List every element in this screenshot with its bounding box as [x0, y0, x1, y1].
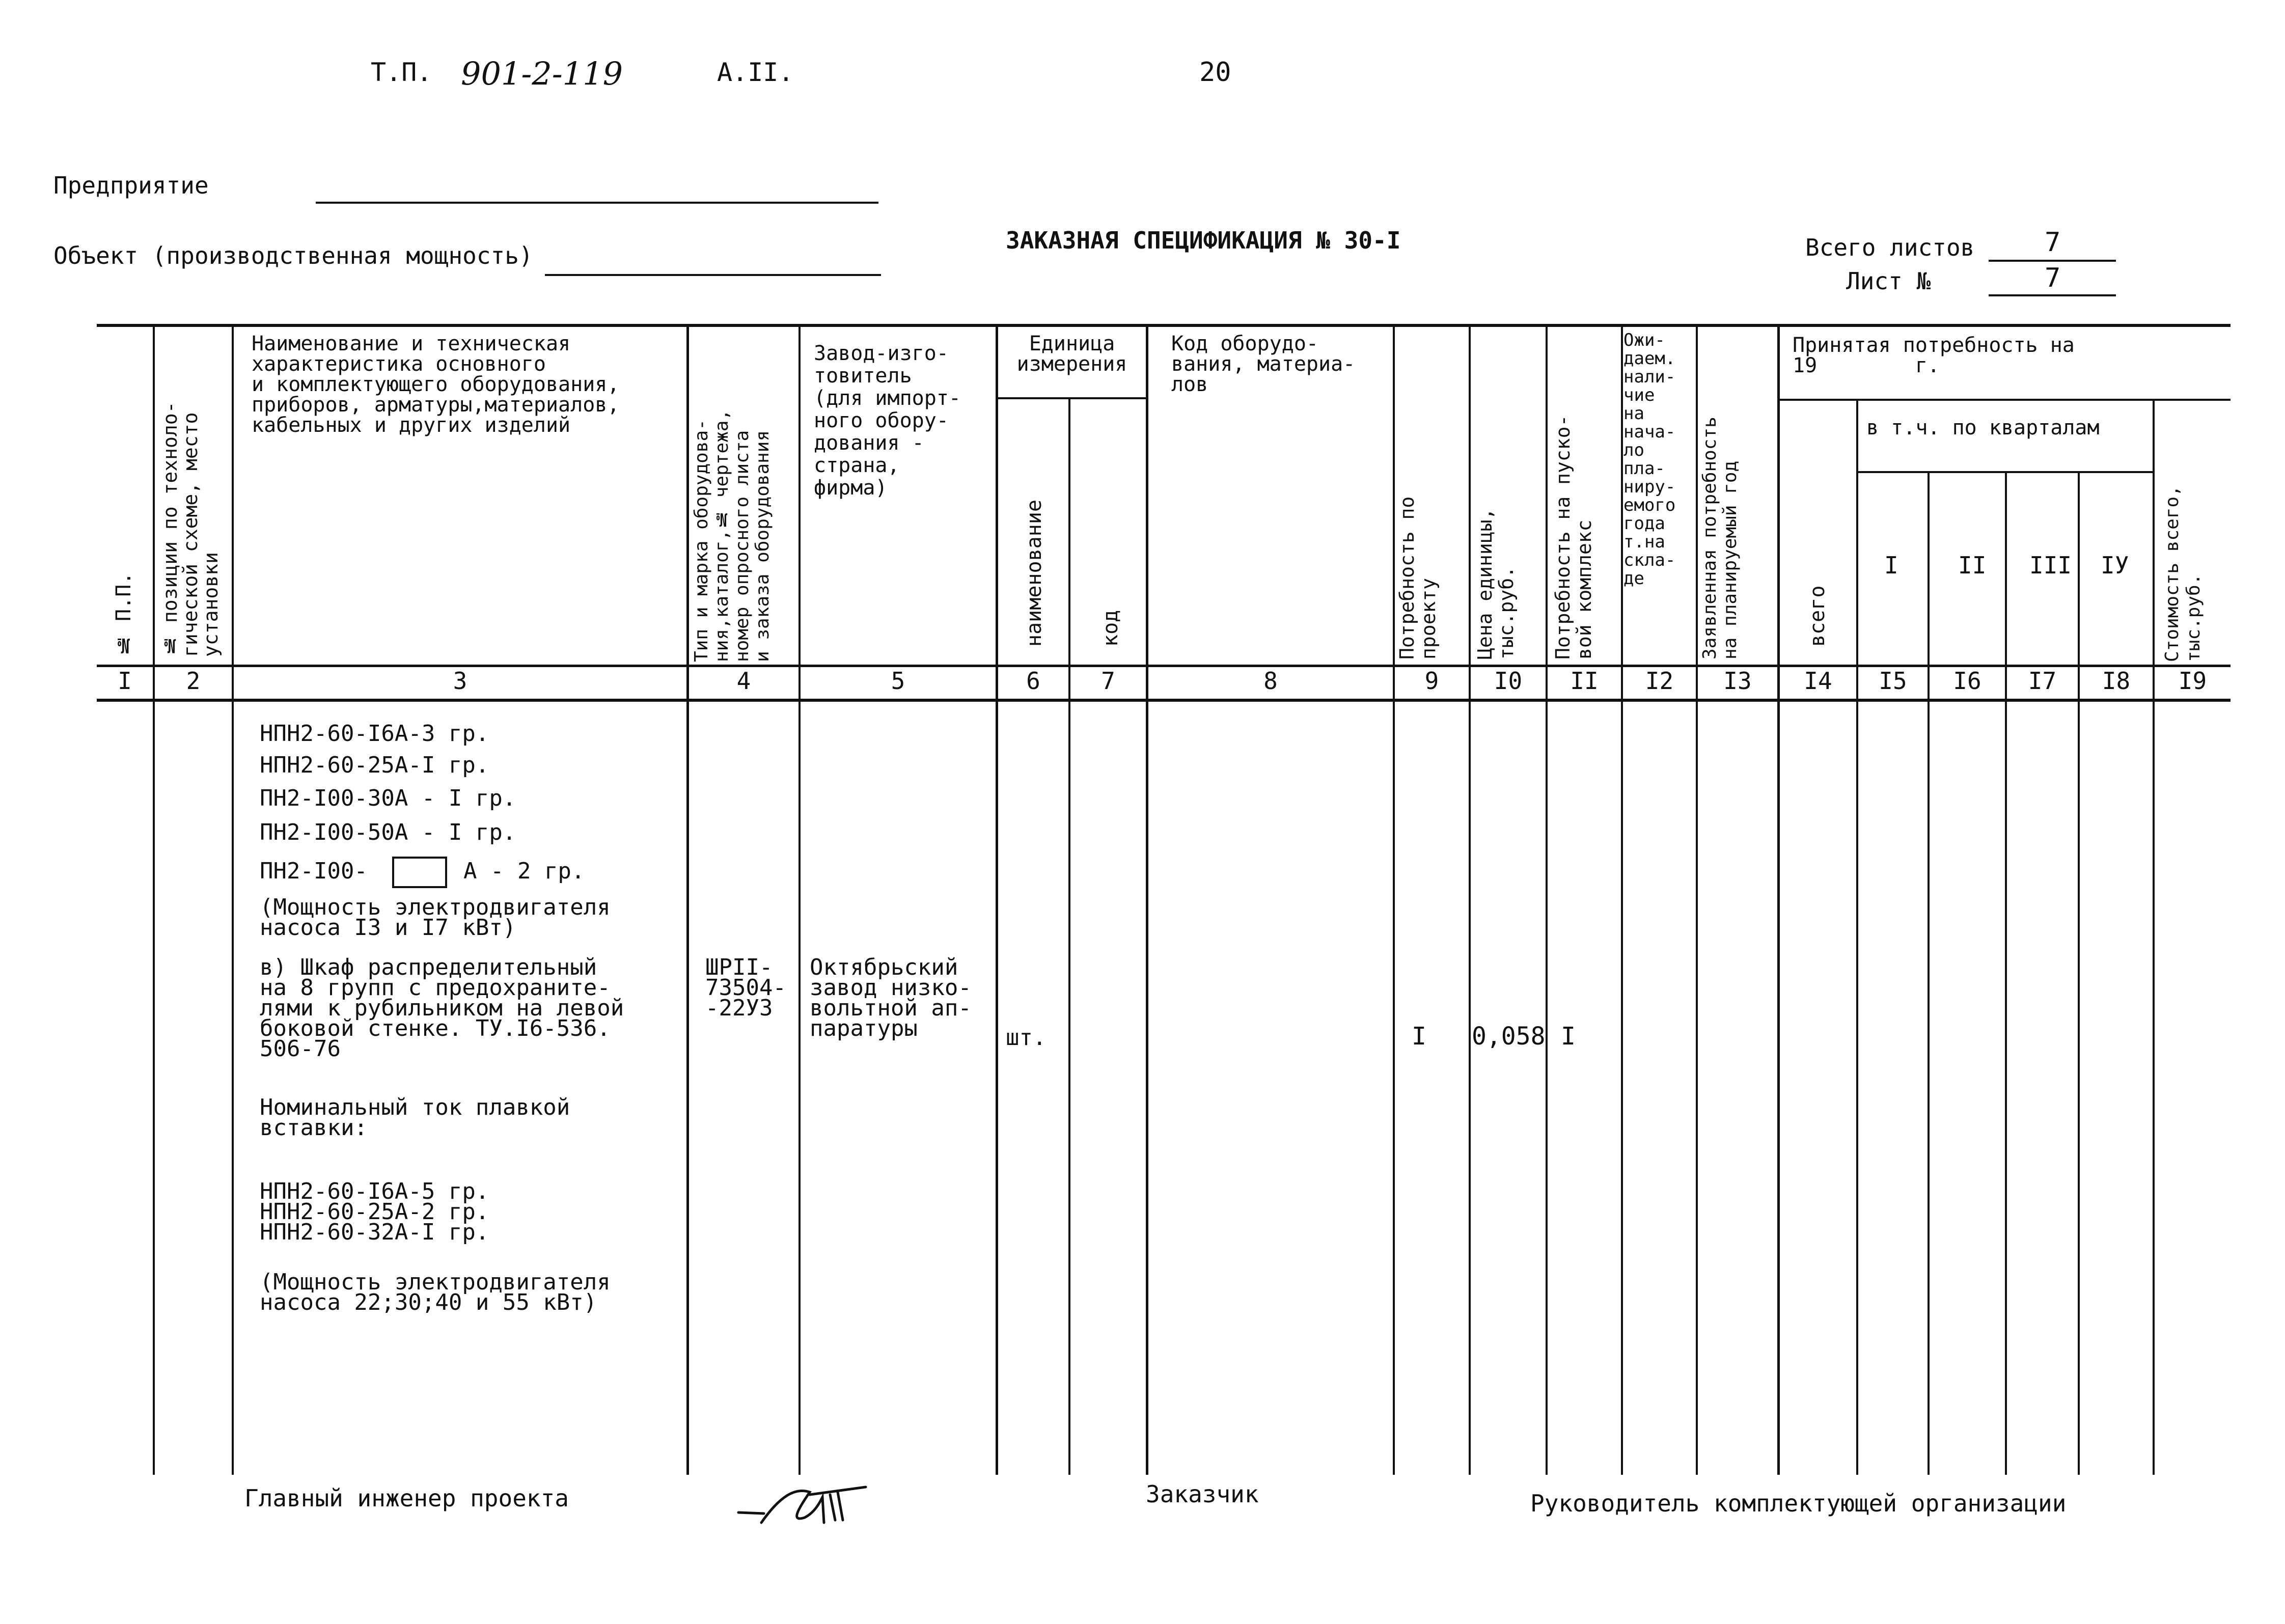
col-2-header: № позиции по техноло- гической схеме, место установки: [159, 401, 222, 657]
col-sep-9: [1469, 324, 1471, 1475]
col-14-18-header: Принятая потребность на 19 г.: [1793, 334, 2075, 377]
col-number-12: I2: [1645, 667, 1674, 695]
col-sep-7: [1146, 324, 1148, 1475]
enterprise-label: Предприятие: [53, 172, 209, 199]
object-label: Объект (производственная мощность): [53, 242, 533, 269]
doc-number: 901-2-119: [461, 55, 623, 92]
col-number-8: 8: [1263, 667, 1278, 695]
sheet-underline: [1989, 294, 2116, 296]
col-number-9: 9: [1424, 667, 1439, 695]
col-15-header: I: [1884, 552, 1898, 579]
col-sep-2: [232, 324, 234, 1475]
fuse-line: ПН2-I00-30А - I гр.: [260, 785, 516, 811]
col-8-header: Код оборудо- вания, материа- лов: [1171, 332, 1356, 396]
col-1-header: № П.П.: [112, 572, 135, 657]
chief-engineer-label: Главный инженер проекта: [244, 1484, 569, 1512]
col-number-10: I0: [1494, 667, 1523, 695]
unit-subheader-line: [997, 397, 1146, 399]
album-label: А.II.: [717, 58, 794, 87]
total-sheets-value: 7: [2045, 227, 2061, 258]
col-4-header: Тип и марка оборудова- ния,каталог,№ чертежа, номер опросного листа и заказа оборудования: [691, 409, 773, 662]
spec-title: ЗАКАЗНАЯ СПЕЦИФИКАЦИЯ № 30-I: [1006, 227, 1401, 254]
col-18-header: IУ: [2101, 552, 2129, 579]
item-description: в) Шкаф распределительный на 8 групп с предохраните- лями к рубильником на левой боковой стенке. ТУ.I6-536. 506-76: [260, 954, 624, 1062]
col-6-7-header: Единица измерения: [1016, 332, 1127, 376]
col-5-header: Завод-изго- товитель (для импорт- ного обору- дования - страна, фирма): [814, 342, 961, 500]
col-3-header: Наименование и техническая характеристика основного и комплектующего оборудования, приборов, арматуры,материалов, кабельных и других изделий: [252, 332, 620, 437]
col-sep-15: [1928, 471, 1930, 1475]
col-number-3: 3: [453, 667, 467, 695]
col-sep-11: [1621, 324, 1623, 1475]
enterprise-underline: [316, 202, 878, 204]
col-10-header: Цена единицы, тыс.руб.: [1474, 508, 1518, 659]
item-maker: Октябрьский завод низко- вольтной ап- паратуры: [810, 954, 972, 1041]
col-sep-16: [2005, 471, 2007, 1475]
col-sep-1: [153, 324, 155, 1475]
col-sep-14: [1856, 399, 1858, 1475]
fuse-line: НПН2-60-I6А-5 гр.: [260, 1178, 489, 1204]
fuse-line: НПН2-60-I6А-3 гр.: [260, 721, 489, 747]
fuse-line: ПН2-I00-50А - I гр.: [260, 819, 516, 845]
col-number-1: I: [118, 667, 132, 695]
col-6-header: наименование: [1023, 500, 1046, 647]
col-sep-13: [1777, 324, 1780, 1475]
fuse-line: НПН2-60-32А-I гр.: [260, 1219, 489, 1245]
col-16-header: II: [1958, 552, 1987, 579]
fuse-line: НПН2-60-25А-I гр.: [260, 752, 489, 778]
col-number-14: I4: [1804, 667, 1832, 695]
col-13-header: Заявленная потребность на планируемый год: [1699, 417, 1741, 659]
col-12-header: Ожи- даем. нали- чие на нача- ло пла- ниру- емого года т.на скла- де: [1623, 330, 1676, 589]
col-sep-8: [1393, 324, 1395, 1475]
item-qty-launch: I: [1561, 1022, 1576, 1051]
col-number-6: 6: [1026, 667, 1040, 695]
col-sep-17: [2078, 471, 2080, 1475]
col-number-19: I9: [2178, 667, 2207, 695]
col-number-18: I8: [2102, 667, 2131, 695]
power-note-2: (Мощность электродвигателя насоса 22;30;40 и 55 кВт): [260, 1269, 611, 1315]
item-type: ШРII- 73504- -22У3: [705, 954, 786, 1021]
col-number-5: 5: [891, 667, 905, 695]
col-14-header: всего: [1806, 585, 1829, 647]
col-number-2: 2: [186, 667, 201, 695]
col-number-7: 7: [1101, 667, 1115, 695]
col-number-17: I7: [2028, 667, 2057, 695]
quarters-header: в т.ч. по кварталам: [1866, 416, 2100, 439]
accepted-subheader-line: [1779, 399, 2231, 401]
col-sep-12: [1696, 324, 1698, 1475]
table-numbers-bottom-line: [97, 699, 2231, 702]
col-7-header: код: [1099, 610, 1122, 647]
col-number-13: I3: [1723, 667, 1752, 695]
col-number-15: I5: [1879, 667, 1907, 695]
item-qty-project: I: [1412, 1022, 1426, 1051]
item-price: 0,058: [1472, 1022, 1546, 1051]
nominal-current-label: Номинальный ток плавкой вставки:: [260, 1094, 570, 1141]
table-top-line: [97, 324, 2231, 327]
col-11-header: Потребность на пуско- вой комплекс: [1552, 415, 1595, 659]
sheet-label: Лист №: [1846, 267, 1931, 295]
customer-label: Заказчик: [1146, 1480, 1259, 1508]
item-unit: шт.: [1006, 1025, 1047, 1051]
signature: [733, 1477, 886, 1538]
pn-line-prefix: ПН2-I00-: [260, 858, 368, 884]
col-number-16: I6: [1953, 667, 1981, 695]
total-sheets-label: Всего листов: [1805, 234, 1975, 261]
col-sep-10: [1546, 324, 1548, 1475]
fuse-line: НПН2-60-25А-2 гр.: [260, 1199, 489, 1225]
col-sep-18: [2153, 399, 2155, 1475]
page-number: 20: [1199, 57, 1231, 88]
col-sep-6: [1068, 399, 1070, 1475]
tp-prefix: Т.П.: [371, 58, 432, 87]
blank-box: [392, 857, 447, 888]
total-sheets-underline: [1989, 260, 2116, 262]
col-sep-3: [686, 324, 689, 1475]
col-number-4: 4: [736, 667, 751, 695]
col-number-11: II: [1570, 667, 1599, 695]
col-19-header: Стоимость всего, тыс.руб.: [2162, 485, 2204, 662]
col-9-header: Потребность по проекту: [1396, 496, 1440, 659]
power-note-1: (Мощность электродвигателя насоса I3 и I7 кВт): [260, 894, 611, 941]
col-17-header: III: [2029, 552, 2072, 579]
sheet-value: 7: [2045, 263, 2061, 293]
supplier-head-label: Руководитель комплектующей организации: [1530, 1490, 2067, 1517]
pn-line-suffix: А - 2 гр.: [463, 858, 585, 884]
object-underline: [545, 274, 881, 276]
col-sep-5: [996, 324, 998, 1475]
col-sep-4: [799, 324, 801, 1475]
